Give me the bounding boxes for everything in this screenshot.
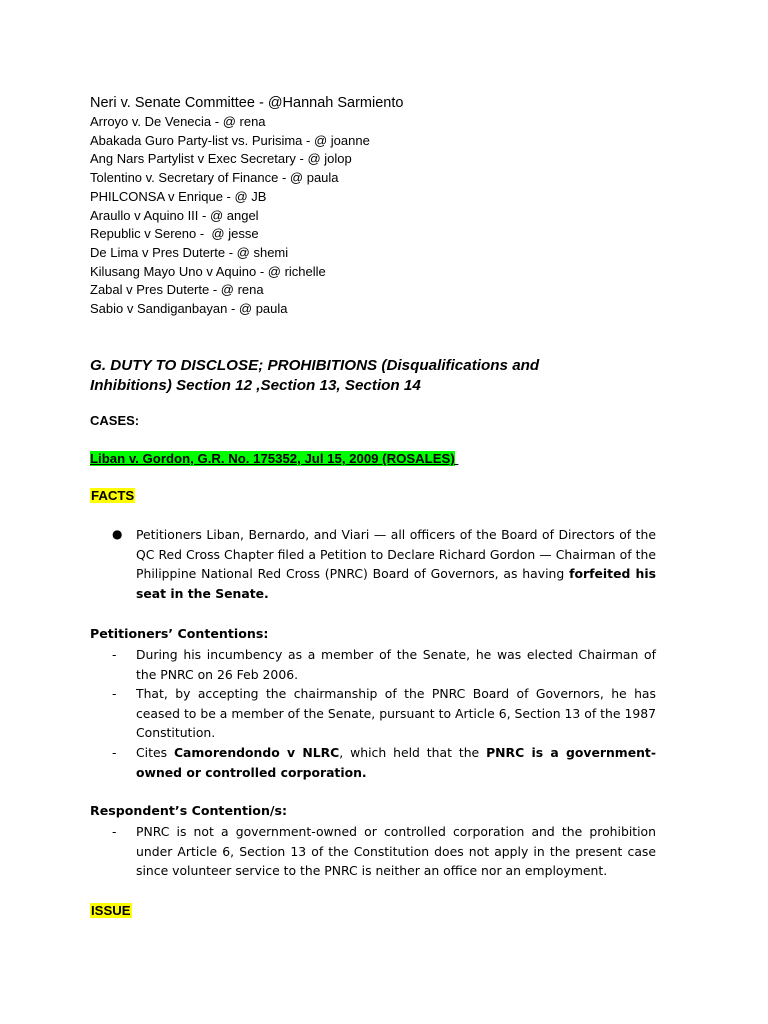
dash-icon: - (112, 686, 117, 702)
assignment-item: De Lima v Pres Duterte - @ shemi (90, 244, 289, 260)
assignment-item: Arroyo v. De Venecia - @ rena (90, 114, 266, 129)
petitioners-heading: Petitioners’ Contentions: (90, 626, 269, 641)
issue-label-text: ISSUE (91, 903, 131, 918)
facts-text (136, 525, 656, 603)
list-item-text-bold: PNRC is a government-owned or controlled corporation. (136, 744, 656, 780)
case-assignment-list (90, 93, 690, 319)
issue-label (90, 903, 132, 918)
assignment-item: Araullo v Aquino III - @ angel (90, 207, 259, 223)
list-item (112, 743, 656, 782)
case-title (90, 451, 458, 466)
case-title-tail (455, 451, 459, 466)
case-title-text: Liban v. Gordon, G.R. No. 175352, Jul 15, 2009 (ROSALES) (90, 451, 455, 466)
assignment-item: Sabio v Sandiganbayan - @ paula (90, 301, 288, 317)
assignment-item: Kilusang Mayo Uno v Aquino - @ richelle (90, 263, 326, 279)
list-item-text: During his incumbency as a member of the Senate, he was elected Chairman of the PNRC on 26 Feb 2006. (136, 647, 656, 682)
dash-icon: - (112, 824, 117, 839)
cases-label: CASES: (90, 413, 140, 428)
assignment-item: Zabal v Pres Duterte - @ rena (90, 282, 264, 298)
facts-text-bold: forfeited his seat in the Senate. (136, 566, 656, 601)
list-item (112, 822, 656, 881)
dash-icon: - (112, 744, 117, 760)
list-item (112, 645, 656, 684)
facts-label (90, 488, 135, 503)
section-heading-line: Inhibitions) Section 12 ,Section 13, Section 14 (90, 377, 421, 394)
bullet-icon: ● (112, 527, 123, 541)
facts-text-plain: Petitioners Liban, Bernardo, and Viari — all officers of the Board of Directors of the QC Red Cross Chapter filed a Petition to Declare Richard Gordon — Chairman of the Philippine National Red Cross (PNRC) Board of Governors, as having (136, 527, 656, 582)
respondent-contentions-list (112, 822, 656, 881)
list-item (112, 684, 656, 743)
facts-bullet-item (112, 525, 656, 603)
list-item-text-part: Cites (136, 744, 174, 760)
assignment-item: Abakada Guro Party-list vs. Purisima - @ joanne (90, 132, 370, 148)
list-item-text-part: , which held that the (339, 744, 487, 760)
assignment-item: Ang Nars Partylist v Exec Secretary - @ jolop (90, 151, 352, 167)
petitioners-contentions-list (112, 645, 656, 782)
assignment-item: Tolentino v. Secretary of Finance - @ paula (90, 170, 339, 186)
list-item-text: PNRC is not a government-owned or controlled corporation and the prohibition under Article 6, Section 13 of the Constitution does not apply in the present case since volunteer service to the PNRC is neither an office nor an employment. (136, 824, 656, 879)
assignment-item: PHILCONSA v Enrique - @ JB (90, 188, 267, 204)
list-item-text-bold: Camorendondo v NLRC (173, 744, 340, 760)
section-heading-line: G. DUTY TO DISCLOSE; PROHIBITIONS (Disqualifications and (90, 357, 540, 374)
dash-icon: - (112, 647, 117, 662)
section-heading (90, 356, 690, 396)
list-item-text (136, 745, 656, 780)
respondent-heading: Respondent’s Contention/s: (90, 803, 288, 818)
facts-label-text: FACTS (91, 488, 135, 503)
list-item-text: That, by accepting the chairmanship of the PNRC Board of Governors, he has ceased to be a member of the Senate, pursuant to Article 6, Section 13 of the 1987 Constitution. (136, 686, 656, 741)
assignment-item: Republic v Sereno - @ jesse (90, 226, 259, 242)
assignment-item: Neri v. Senate Committee - @Hannah Sarmiento (90, 95, 404, 111)
